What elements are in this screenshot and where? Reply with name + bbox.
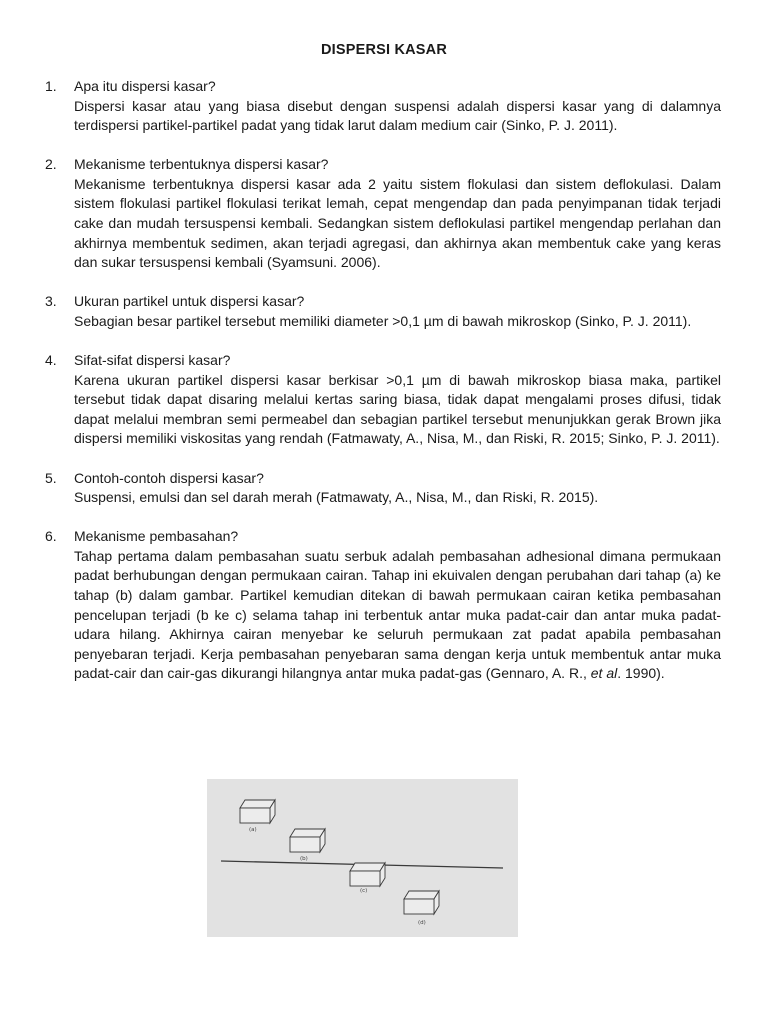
list-item [45, 351, 721, 449]
item-number: 4. [45, 352, 57, 369]
list-item [45, 292, 721, 331]
list-item [45, 469, 721, 508]
question-list [45, 77, 721, 703]
wetting-diagram [207, 779, 518, 937]
answer-text-main: Tahap pertama dalam pembasahan suatu serbuk adalah pembasahan adhesional dimana permukaan padat berhubungan dengan permukaan cairan. Tahap ini ekuivalen dengan perubahan dari tahap (a) ke tahap (b) dalam gambar. Partikel kemudian ditekan di bawah permukaan cairan ketika pembasahan pencelupan terjadi (b ke c) selama tahap ini terbentuk antar muka padat-cair dan antar muka padat-udara hilang. Akhirnya cairan menyebar ke seluruh permukaan zat padat apabila pembasahan penyebaran terjadi. Kerja pembasahan penyebaran sama dengan kerja untuk membentuk antar muka padat-cair dan cair-gas dikurangi hilangnya antar muka padat-gas (Gennaro, A. R., [74, 547, 721, 682]
figure-label-b: (b) [300, 856, 308, 862]
particle-cube-c [350, 863, 385, 886]
item-number: 2. [45, 156, 57, 173]
answer-text: Mekanisme terbentuknya dispersi kasar ada 2 yaitu sistem flokulasi dan sistem deflokulasi. Dalam sistem flokulasi partikel flokulasi terikat lemah, cepat mengendap dan pada penyimpanan tidak terjadi cake dan mudah tersuspensi kembali. Sedangkan sistem deflokulasi partikel mengendap perlahan dan akhirnya membentuk sedimen, akan terjadi agregasi, dan akhirnya akan membentuk cake yang keras dan sukar tersuspensi kembali (Syamsuni. 2006). [74, 175, 721, 271]
list-item [45, 155, 721, 273]
answer-text [74, 547, 721, 684]
particle-cube-a [240, 800, 275, 823]
item-number: 6. [45, 528, 57, 545]
figure-label-d: (d) [418, 920, 426, 926]
question-text: Mekanisme terbentuknya dispersi kasar? [74, 156, 329, 173]
figure-label-c: (c) [360, 888, 368, 894]
answer-text: Dispersi kasar atau yang biasa disebut dengan suspensi adalah dispersi kasar yang di dalamnya terdispersi partikel-partikel padat yang tidak larut dalam medium cair (Sinko, P. J. 2011). [74, 97, 721, 134]
list-item [45, 527, 721, 684]
question-text: Apa itu dispersi kasar? [74, 78, 216, 94]
answer-text: Sebagian besar partikel tersebut memiliki diameter >0,1 µm di bawah mikroskop (Sinko, P. J. 2011). [74, 312, 692, 329]
item-number: 3. [45, 293, 57, 310]
list-item [45, 77, 721, 136]
answer-text: Suspensi, emulsi dan sel darah merah (Fatmawaty, A., Nisa, M., dan Riski, R. 2015). [74, 489, 599, 506]
item-number: 5. [45, 469, 57, 486]
document-title: DISPERSI KASAR [320, 42, 448, 58]
item-number: 1. [45, 78, 57, 94]
question-text: Sifat-sifat dispersi kasar? [74, 352, 231, 369]
question-text: Ukuran partikel untuk dispersi kasar? [74, 293, 305, 310]
particle-cube-d [404, 891, 439, 914]
wetting-stages-figure [207, 779, 518, 937]
answer-text-italic: et al [590, 665, 618, 682]
figure-label-a: (a) [249, 827, 257, 833]
answer-text-end: . 1990). [617, 665, 665, 682]
answer-text: Karena ukuran partikel dispersi kasar berkisar >0,1 µm di bawah mikroskop biasa maka, partikel tersebut tidak dapat disaring melalui kertas saring biasa, tidak dapat mengalami proses difusi, tidak dapat melalui membran semi permeabel dan sebagian partikel tersebut menunjukkan gerak Brown jika dispersi memiliki viskositas yang rendah (Fatmawaty, A., Nisa, M., dan Riski, R. 2015; Sinko, P. J. 2011). [74, 371, 721, 447]
question-text: Contoh-contoh dispersi kasar? [74, 469, 264, 486]
question-text: Mekanisme pembasahan? [74, 528, 239, 545]
particle-cube-b [290, 829, 325, 852]
